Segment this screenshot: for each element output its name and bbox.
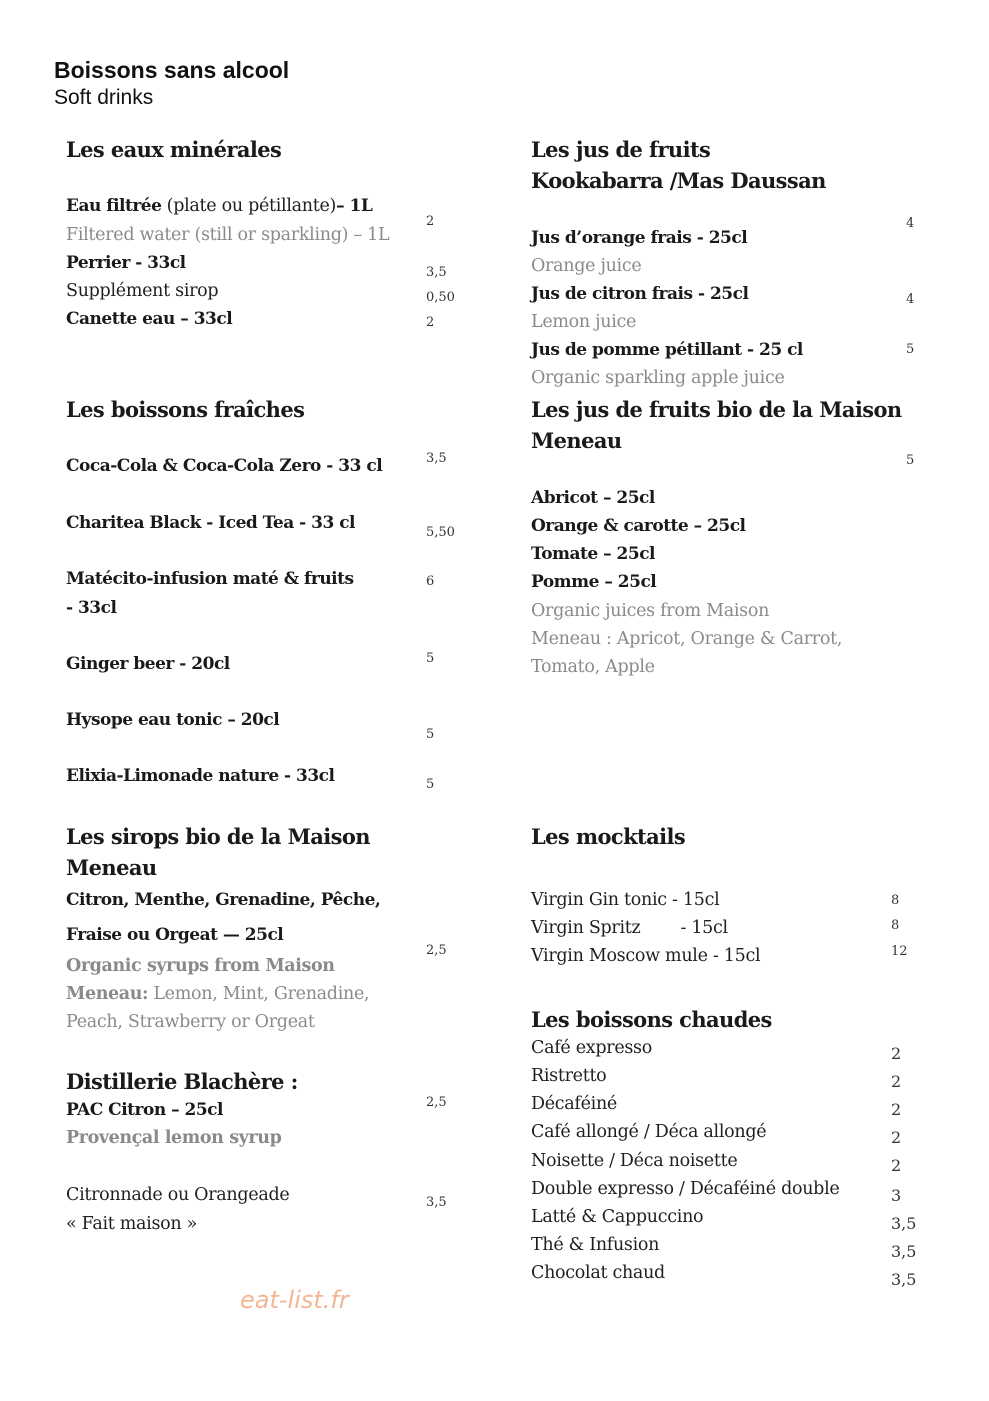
item-translation: Provençal lemon syrup: [66, 1128, 282, 1148]
item-price: 3,5: [891, 1242, 917, 1261]
section-title-jus-cont: Kookabarra /Mas Daussan: [531, 168, 826, 193]
item-translation: Organic juices from Maison: [531, 601, 770, 621]
section-title-mocktails: Les mocktails: [531, 824, 686, 849]
menu-item: Café allongé / Déca allongé: [531, 1122, 767, 1142]
item-price: 3,5: [426, 451, 447, 466]
item-price: 2: [891, 1044, 902, 1063]
menu-item: PAC Citron – 25cl: [66, 1100, 223, 1120]
section-title-fraiches: Les boissons fraîches: [66, 397, 305, 422]
item-translation: [66, 984, 369, 1004]
item-price: 5: [426, 651, 435, 666]
item-price: 4: [906, 292, 915, 307]
page-title: Boissons sans alcool: [54, 57, 290, 83]
menu-item: Jus de citron frais - 25cl: [531, 284, 749, 304]
item-translation: Peach, Strawberry or Orgeat: [66, 1012, 315, 1032]
section-title-distillerie: Distillerie Blachère :: [66, 1069, 298, 1094]
item-price: 5: [906, 342, 915, 357]
section-title-jusbio-cont: Meneau: [531, 428, 622, 453]
item-volume: - 15cl: [680, 918, 728, 938]
item-price: 2: [891, 1128, 902, 1147]
item-price: 12: [891, 944, 908, 959]
item-price: 2: [426, 214, 435, 229]
menu-item: Décaféiné: [531, 1094, 617, 1114]
item-price: 8: [891, 893, 900, 908]
menu-item-canette: Canette eau – 33cl: [66, 309, 233, 329]
item-price: 6: [426, 574, 435, 589]
section-title-jusbio: Les jus de fruits bio de la Maison: [531, 397, 902, 422]
item-translation: Meneau : Apricot, Orange & Carrot,: [531, 629, 843, 649]
section-title-sirops-cont: Meneau: [66, 855, 157, 880]
item-price: 8: [891, 918, 900, 933]
menu-item: Tomate – 25cl: [531, 544, 656, 564]
menu-item: Elixia-Limonade nature - 33cl: [66, 766, 335, 786]
item-translation: Orange juice: [531, 256, 642, 276]
menu-item: Noisette / Déca noisette: [531, 1151, 738, 1171]
section-title-eaux: Les eaux minérales: [66, 137, 282, 162]
item-price: 2: [891, 1072, 902, 1091]
menu-item: Double expresso / Décaféiné double: [531, 1179, 840, 1199]
item-price: 2: [426, 315, 435, 330]
item-detail: (plate ou pétillante): [161, 196, 337, 216]
item-price: 0,50: [426, 290, 455, 305]
menu-item: Jus d’orange frais - 25cl: [531, 228, 748, 248]
menu-item: Virgin Moscow mule - 15cl: [531, 946, 761, 966]
menu-item: Ginger beer - 20cl: [66, 654, 230, 674]
translation-rest: Lemon, Mint, Grenadine,: [148, 984, 370, 1004]
item-price: 3,5: [426, 265, 447, 280]
menu-item: Matécito-infusion maté & fruits: [66, 569, 354, 589]
menu-item: Chocolat chaud: [531, 1263, 665, 1283]
item-price: 2,5: [426, 943, 447, 958]
item-price: 5: [906, 453, 915, 468]
item-name: Eau filtrée: [66, 196, 162, 216]
menu-item: Virgin Gin tonic - 15cl: [531, 890, 720, 910]
menu-item-cont: « Fait maison »: [66, 1214, 198, 1234]
item-name: Virgin Spritz: [531, 918, 641, 938]
menu-item: Ristretto: [531, 1066, 607, 1086]
menu-item-cont: - 33cl: [66, 598, 117, 618]
item-translation: Filtered water (still or sparkling) – 1L: [66, 225, 390, 245]
menu-item: Thé & Infusion: [531, 1235, 660, 1255]
watermark: eat-list.fr: [240, 1286, 349, 1314]
menu-item: Charitea Black - Iced Tea - 33 cl: [66, 513, 356, 533]
menu-item: Café expresso: [531, 1038, 652, 1058]
item-volume: – 1L: [336, 196, 373, 216]
menu-item-perrier: Perrier - 33cl: [66, 253, 186, 273]
section-title-jus: Les jus de fruits: [531, 137, 711, 162]
menu-item: Orange & carotte – 25cl: [531, 516, 746, 536]
menu-item: Jus de pomme pétillant - 25 cl: [531, 340, 803, 360]
item-price: 2: [891, 1156, 902, 1175]
item-price: 4: [906, 216, 915, 231]
menu-item: [531, 918, 728, 938]
item-translation: Lemon juice: [531, 312, 637, 332]
item-price: 3,5: [891, 1270, 917, 1289]
menu-item: Fraise ou Orgeat — 25cl: [66, 925, 284, 945]
menu-item: Hysope eau tonic – 20cl: [66, 710, 280, 730]
menu-item: Abricot – 25cl: [531, 488, 655, 508]
item-translation: Tomato, Apple: [531, 657, 655, 677]
item-price: 5: [426, 727, 435, 742]
menu-item-eau-filtree: [66, 196, 372, 216]
item-price: 5,50: [426, 525, 455, 540]
page-subtitle: Soft drinks: [54, 86, 154, 109]
item-translation: Organic syrups from Maison: [66, 956, 335, 976]
section-title-chaudes: Les boissons chaudes: [531, 1007, 772, 1032]
menu-item: Coca-Cola & Coca-Cola Zero - 33 cl: [66, 456, 383, 476]
item-price: 3,5: [891, 1214, 917, 1233]
menu-item: Latté & Cappuccino: [531, 1207, 704, 1227]
translation-bold: Meneau:: [66, 984, 149, 1004]
item-price: 5: [426, 777, 435, 792]
item-translation: Organic sparkling apple juice: [531, 368, 785, 388]
menu-item: Pomme – 25cl: [531, 572, 657, 592]
menu-item-sirop: Supplément sirop: [66, 281, 219, 301]
item-price: 3: [891, 1186, 902, 1205]
menu-item: Citron, Menthe, Grenadine, Pêche,: [66, 890, 381, 910]
item-price: 3,5: [426, 1195, 447, 1210]
item-price: 2,5: [426, 1095, 447, 1110]
item-price: 2: [891, 1100, 902, 1119]
menu-item: Citronnade ou Orangeade: [66, 1185, 290, 1205]
section-title-sirops: Les sirops bio de la Maison: [66, 824, 370, 849]
